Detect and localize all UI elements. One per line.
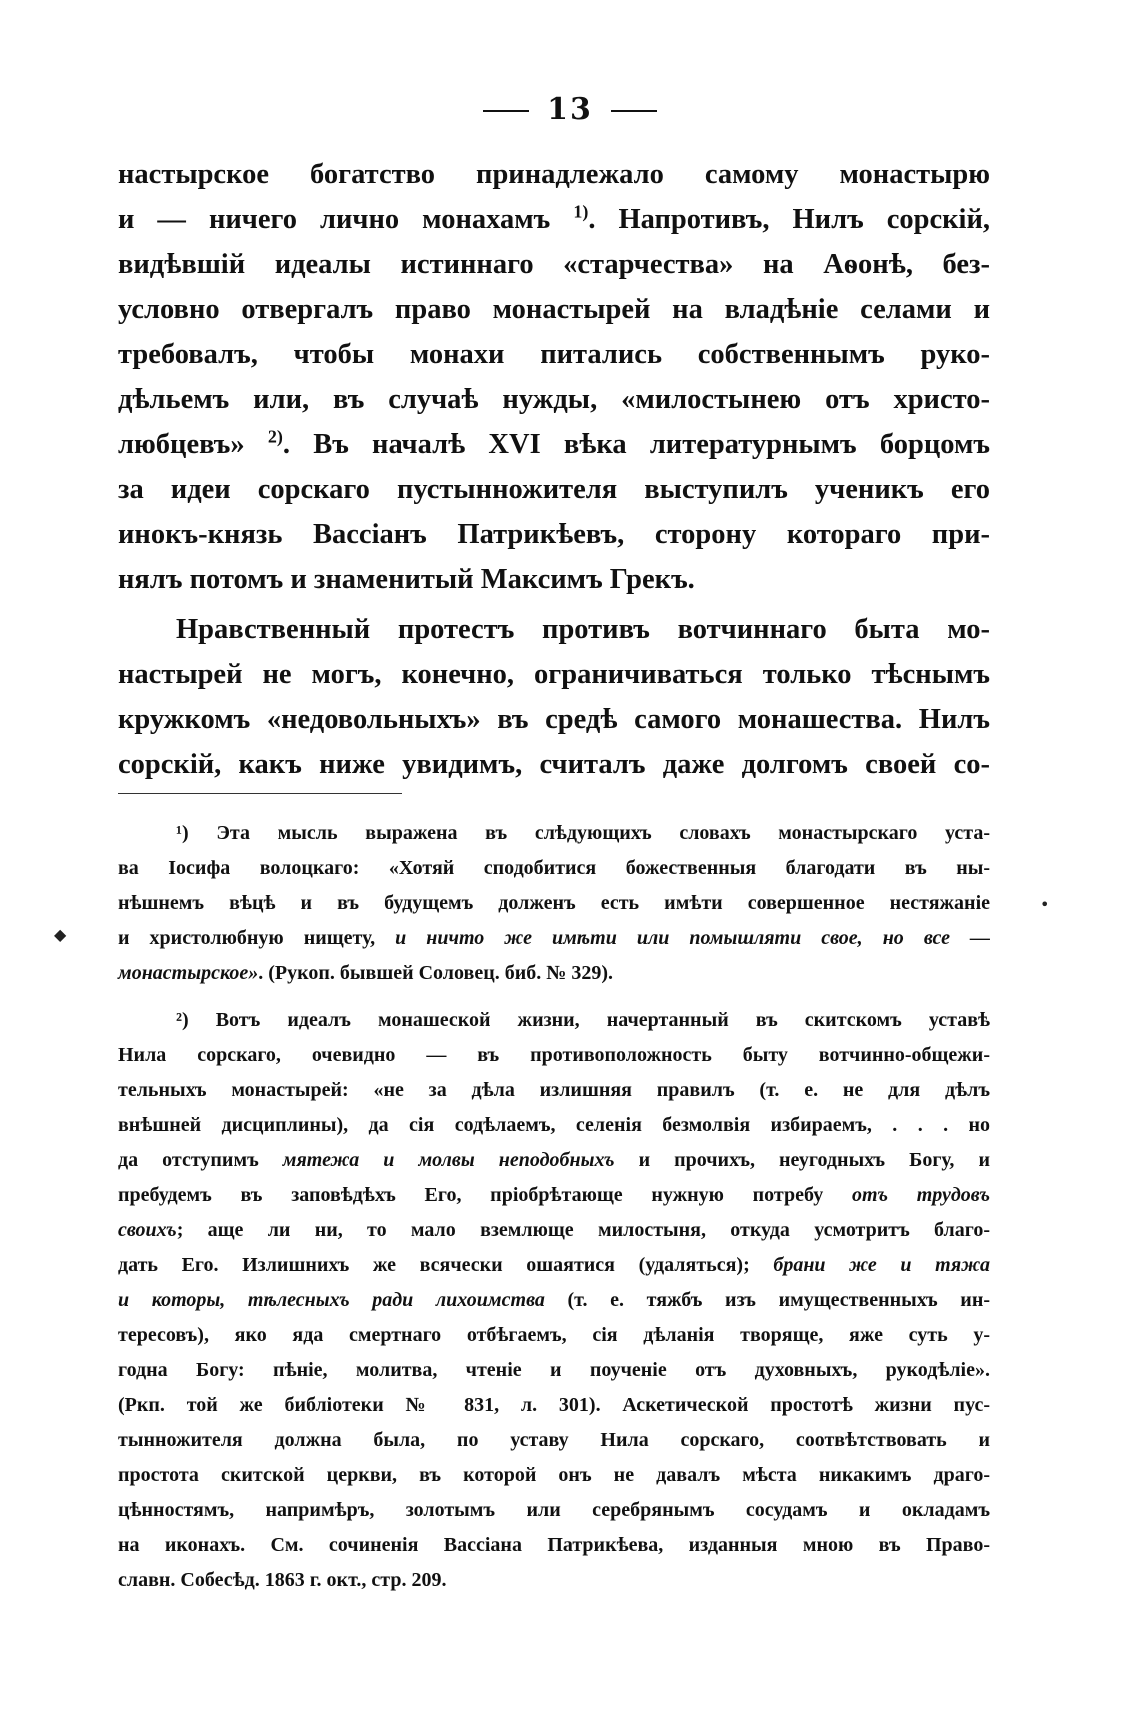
footnote-marker: ¹) bbox=[176, 822, 189, 844]
footnote-2-line: Нила сорскаго, очевидно — въ противоположность быту вотчинно-общежи- bbox=[118, 1044, 990, 1066]
page-number bbox=[0, 92, 1140, 127]
footnote-marker: ²) bbox=[176, 1009, 189, 1031]
page-number-dash-left bbox=[483, 110, 529, 112]
main-line: требовалъ, чтобы монахи питались собственнымъ руко- bbox=[118, 339, 990, 370]
footnote-2-line: цѣнностямъ, напримѣръ, золотымъ или серебрянымъ сосудамъ и окладамъ bbox=[118, 1499, 990, 1521]
page-number-value: 13 bbox=[547, 92, 593, 127]
footnote-1-line: и христолюбную нищету, и ничто же имѣти или помышляти свое, но все — bbox=[118, 927, 991, 949]
footnote-2-line: простота скитской церкви, въ которой онъ не давалъ мѣста никакимъ драго- bbox=[118, 1464, 990, 1486]
footnote-2-line: тельныхъ монастырей: «не за дѣла излишняя правилъ (т. е. не для дѣлъ bbox=[118, 1079, 990, 1101]
main-line: кружкомъ «недовольныхъ» въ средѣ самого монашества. Нилъ bbox=[118, 704, 990, 735]
footnote-1-line: ва Іосифа волоцкаго: «Хотяй сподобитися божественныя благодати въ ны- bbox=[118, 857, 990, 879]
page-number-dash-right bbox=[611, 110, 657, 112]
footnote-2-line: тересовъ), яко яда смертнаго отбѣгаемъ, сія дѣланія творяще, яже суть у- bbox=[118, 1324, 990, 1346]
footnote-2-line: славн. Собесѣд. 1863 г. окт., стр. 209. bbox=[118, 1569, 447, 1591]
main-line: настырей не могъ, конечно, ограничиваться только тѣснымъ bbox=[118, 659, 990, 690]
footnotes bbox=[118, 816, 990, 1598]
footnote-2-line: тынножителя должна была, по уставу Нила сорскаго, соотвѣтствовать и bbox=[118, 1429, 990, 1451]
footnote-1-line: ¹) Эта мысль выражена въ слѣдующихъ словахъ монастырскаго уста- bbox=[176, 822, 990, 844]
footnote-2-line: и которы, тѣлесныхъ ради лихоимства (т. е. тяжбъ изъ имущественныхъ ин- bbox=[118, 1289, 991, 1311]
footnote-ref: 1) bbox=[573, 201, 589, 222]
scan-speck-mark: ◆ bbox=[54, 925, 67, 944]
main-line: дѣльемъ или, въ случаѣ нужды, «милостынею отъ христо- bbox=[118, 384, 990, 415]
main-line: за идеи сорскаго пустынножителя выступилъ ученикъ его bbox=[118, 474, 990, 505]
main-line: любцевъ» $^{2)}$. Въ началѣ XVI вѣка литературнымъ борцомъ bbox=[118, 426, 991, 460]
footnote-1-line: монастырское». (Рукоп. бывшей Соловец. биб. № 329). bbox=[118, 962, 613, 984]
main-line: инокъ-князь Вассіанъ Патрикѣевъ, сторону котораго при- bbox=[118, 519, 990, 550]
main-line: условно отвергалъ право монастырей на владѣніе селами и bbox=[118, 294, 990, 325]
footnote-1-line: нѣшнемъ вѣцѣ и въ будущемъ долженъ есть имѣти совершенное нестяжаніе bbox=[118, 892, 990, 914]
footnote-2-line: да отступимъ мятежа и молвы неподобныхъ и прочихъ, неугодныхъ Богу, и bbox=[118, 1149, 990, 1171]
main-line: видѣвшій идеалы истиннаго «старчества» на Аѳонѣ, без- bbox=[118, 249, 990, 280]
footnote-2-line: годна Богу: пѣніе, молитва, чтеніе и поученіе отъ духовныхъ, рукодѣліе». bbox=[118, 1359, 990, 1381]
main-line: Нравственный протестъ противъ вотчиннаго быта мо- bbox=[176, 614, 990, 645]
scan-speck-mark: • bbox=[1040, 895, 1050, 914]
footnote-2-line: пребудемъ въ заповѣдѣхъ Его, пріобрѣтающе нужную потребу отъ трудовъ bbox=[118, 1184, 990, 1206]
main-line: нялъ потомъ и знаменитый Максимъ Грекъ. bbox=[118, 564, 695, 595]
footnote-2-line: ²) Вотъ идеалъ монашеской жизни, начертанный въ скитскомъ уставѣ bbox=[176, 1009, 990, 1031]
main-line: сорскій, какъ ниже увидимъ, считалъ даже долгомъ своей со- bbox=[118, 749, 990, 780]
footnote-ref: 2) bbox=[267, 426, 283, 447]
main-line: настырское богатство принадлежало самому монастырю bbox=[118, 159, 990, 190]
footnote-2-line: (Ркп. той же библіотеки № 831, л. 301). Аскетической простотѣ жизни пус- bbox=[118, 1394, 990, 1416]
footnote-2-line: своихъ; аще ли ни, то мало вземлюще милостыня, откуда усмотритъ благо- bbox=[118, 1219, 990, 1241]
footnote-2-line: дать Его. Излишнихъ же всячески ошаятися (удаляться); брани же и тяжа bbox=[118, 1254, 990, 1276]
main-text bbox=[118, 152, 990, 787]
footnote-divider bbox=[118, 793, 402, 794]
main-line: и — ничего лично монахамъ $^{1)}$. Напротивъ, Нилъ сорскій, bbox=[118, 201, 990, 235]
footnote-2-line: на иконахъ. См. сочиненія Вассіана Патрикѣева, изданныя мною въ Право- bbox=[118, 1534, 990, 1556]
footnote-2-line: внѣшней дисциплины), да сія содѣлаемъ, селенія безмолвія избираемъ, . . . но bbox=[118, 1114, 990, 1136]
